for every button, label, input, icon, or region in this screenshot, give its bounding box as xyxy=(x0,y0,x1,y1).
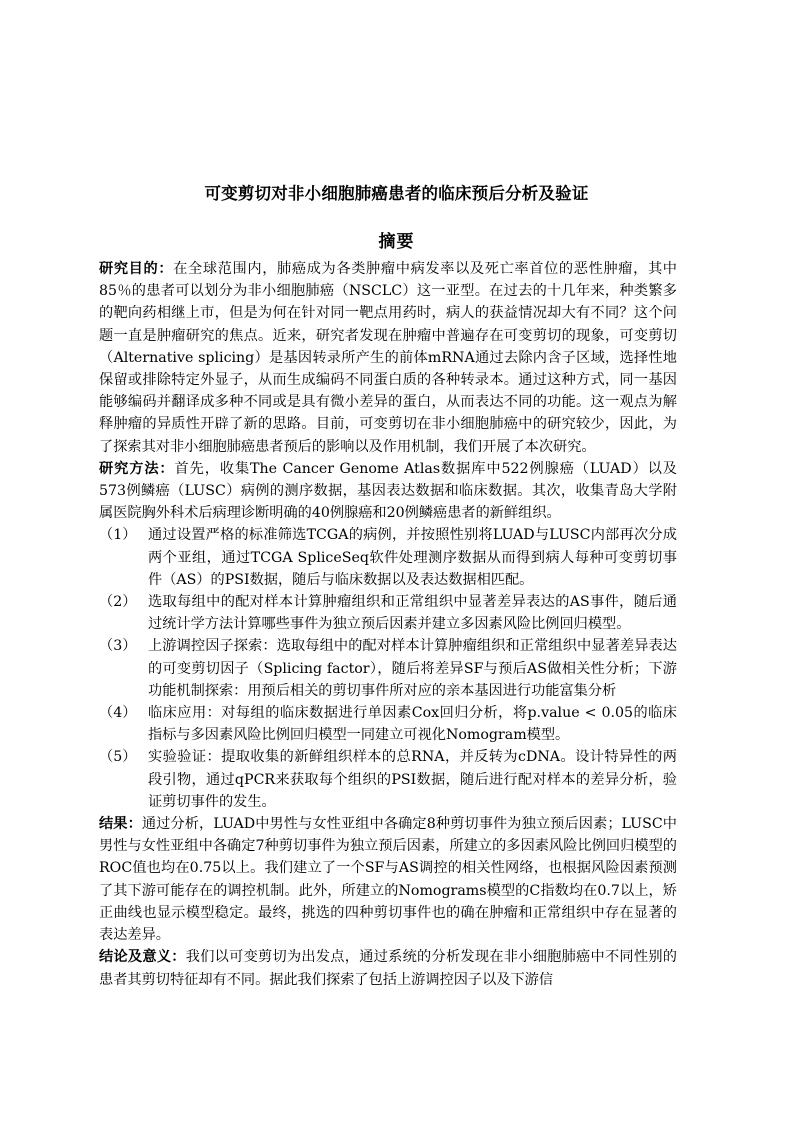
conclusion-paragraph xyxy=(99,946,677,990)
results-paragraph xyxy=(99,813,677,946)
methods-item-number: （4） xyxy=(99,705,137,722)
results-label: 结果： xyxy=(99,816,142,833)
methods-item-text: 选取每组中的配对样本计算肿瘤组织和正常组织中显著差异表达的AS事件，随后通过统计学方法计算哪些事件为独立预后因素并建立多因素风险比例回归模型。 xyxy=(148,594,677,633)
objective-paragraph xyxy=(99,258,677,458)
abstract-body xyxy=(99,258,677,991)
methods-item-number: （1） xyxy=(99,527,137,544)
methods-item xyxy=(99,591,677,635)
methods-item-number: （2） xyxy=(99,594,137,611)
conclusion-label: 结论及意义： xyxy=(99,949,186,966)
document-title: 可变剪切对非小细胞肺癌患者的临床预后分析及验证 xyxy=(204,184,589,203)
methods-item-text: 上游调控因子探索：选取每组中的配对样本计算肿瘤组织和正常组织中显著差异表达的可变剪切因子（Splicing factor），随后将差异SF与预后AS做相关性分析；下游功能机制探索：用预后相关的剪切事件所对应的亲本基因进行功能富集分析 xyxy=(148,638,677,699)
conclusion-text: 我们以可变剪切为出发点，通过系统的分析发现在非小细胞肺癌中不同性别的患者其剪切特征却有不同。据此我们探索了包括上游调控因子以及下游信 xyxy=(99,949,677,988)
methods-item xyxy=(99,746,677,813)
objective-text: 在全球范围内，肺癌成为各类肿瘤中病发率以及死亡率首位的恶性肿瘤，其中85％的患者可以划分为非小细胞肺癌（NSCLC）这一亚型。在过去的十几年来，种类繁多的靶向药相继上市，但是为何在针对同一靶点用药时，病人的获益情况却大有不同？这个问题一直是肿瘤研究的焦点。近来，研究者发现在肿瘤中普遍存在可变剪切的现象，可变剪切（Alternative splicing）是基因转录所产生的前体mRNA通过去除内含子区域，选择性地保留或排除特定外显子，从而生成编码不同蛋白质的各种转录本。通过这种方式，同一基因能够编码并翻译成多种不同或是具有微小差异的蛋白，从而表达不同的功能。这一观点为解释肿瘤的异质性开辟了新的思路。目前，可变剪切在非小细胞肺癌中的研究较少，因此，为了探索其对非小细胞肺癌患者预后的影响以及作用机制，我们开展了本次研究。 xyxy=(99,261,677,455)
methods-item xyxy=(99,524,677,591)
methods-item-text: 临床应用：对每组的临床数据进行单因素Cox回归分析，将p.value < 0.05的临床指标与多因素风险比例回归模型一同建立可视化Nomogram模型。 xyxy=(148,705,677,744)
abstract-heading: 摘要 xyxy=(378,232,415,252)
methods-item-number: （5） xyxy=(99,749,137,766)
methods-paragraph xyxy=(99,458,677,525)
results-text: 通过分析，LUAD中男性与女性亚组中各确定8种剪切事件为独立预后因素；LUSC中男性与女性亚组中各确定7种剪切事件为独立预后因素，所建立的多因素风险比例回归模型的ROC值也均在0.75以上。我们建立了一个SF与AS调控的相关性网络，也根据风险因素预测了其下游可能存在的调控机制。此外，所建立的Nomograms模型的C指数均在0.7以上，矫正曲线也显示模型稳定。最终，挑选的四种剪切事件也的确在肿瘤和正常组织中存在显著的表达差异。 xyxy=(99,816,677,944)
methods-text: 首先，收集The Cancer Genome Atlas数据库中522例腺癌（LUAD）以及573例鳞癌（LUSC）病例的测序数据，基因表达数据和临床数据。其次，收集青岛大学附属医院胸外科术后病理诊断明确的40例腺癌和20例鳞癌患者的新鲜组织。 xyxy=(99,460,677,522)
methods-label: 研究方法： xyxy=(99,460,175,477)
methods-item-number: （3） xyxy=(99,638,137,655)
methods-item xyxy=(99,702,677,746)
methods-item xyxy=(99,635,677,702)
methods-item-text: 通过设置严格的标准筛选TCGA的病例，并按照性别将LUAD与LUSC内部再次分成两个亚组，通过TCGA SpliceSeq软件处理测序数据从而得到病人每种可变剪切事件（AS）的PSI数据，随后与临床数据以及表达数据相匹配。 xyxy=(148,527,677,588)
methods-item-text: 实验验证：提取收集的新鲜组织样本的总RNA，并反转为cDNA。设计特异性的两段引物，通过qPCR来获取每个组织的PSI数据，随后进行配对样本的差异分析，验证剪切事件的发生。 xyxy=(148,749,677,810)
objective-label: 研究目的： xyxy=(99,261,174,277)
